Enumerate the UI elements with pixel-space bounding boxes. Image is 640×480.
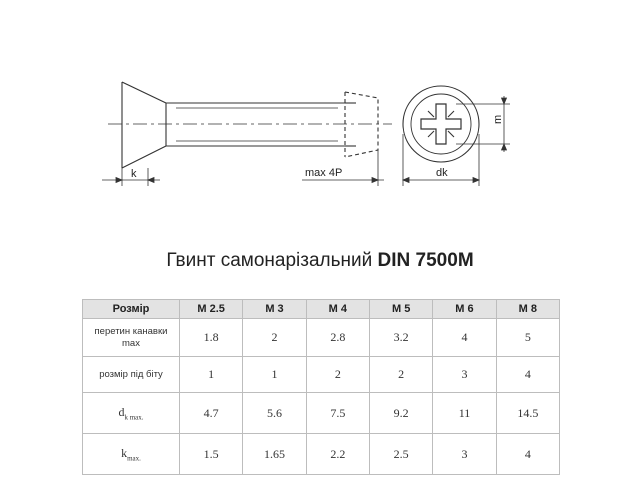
header-row (83, 300, 560, 319)
label-m: m (492, 114, 504, 124)
table-cell: 1 (180, 357, 243, 393)
table-row (83, 319, 560, 357)
table-cell: 3 (433, 434, 496, 475)
row-label-line: max (122, 337, 140, 349)
screw-side-view (108, 82, 392, 168)
table-cell: 2.2 (306, 434, 369, 475)
header-size: M 6 (433, 300, 496, 319)
table-cell: 2.8 (306, 319, 369, 357)
table-cell: 5.6 (243, 393, 306, 434)
header-size: M 3 (243, 300, 306, 319)
table-cell: 2 (369, 357, 432, 393)
table-cell: 9.2 (369, 393, 432, 434)
table-row (83, 357, 560, 393)
table-cell: 14.5 (496, 393, 559, 434)
table-cell: 7.5 (306, 393, 369, 434)
table-row (83, 434, 560, 475)
row-label-subscript: k max. (124, 413, 144, 422)
label-dk: dk (436, 167, 448, 179)
table-row (83, 393, 560, 434)
row-label (83, 393, 180, 434)
row-label-symbol: k (121, 445, 128, 460)
table-cell: 4 (433, 319, 496, 357)
table-cell: 2.5 (369, 434, 432, 475)
screw-drawing (0, 0, 640, 220)
row-label-subscript: max. (127, 454, 141, 463)
label-max4p: max 4P (305, 167, 343, 179)
specs-table (82, 299, 560, 475)
header-size: M 2.5 (180, 300, 243, 319)
title-standard: DIN 7500M (377, 250, 474, 271)
table-cell: 3.2 (369, 319, 432, 357)
table-cell: 3 (433, 357, 496, 393)
row-label (83, 319, 180, 357)
table-cell: 4 (496, 434, 559, 475)
page-title (0, 250, 640, 272)
title-prefix: Гвинт самонарізальний (166, 250, 378, 271)
table-cell: 1.5 (180, 434, 243, 475)
table-cell: 4.7 (180, 393, 243, 434)
table-cell: 1.8 (180, 319, 243, 357)
table-cell: 1.65 (243, 434, 306, 475)
table-cell: 2 (243, 319, 306, 357)
table-cell: 5 (496, 319, 559, 357)
table-cell: 1 (243, 357, 306, 393)
screw-head-view (403, 86, 479, 162)
row-label-symbol: d (118, 404, 125, 419)
table-cell: 2 (306, 357, 369, 393)
row-label (83, 357, 180, 393)
label-k: k (131, 168, 137, 180)
table-cell: 11 (433, 393, 496, 434)
table-cell: 4 (496, 357, 559, 393)
header-size: M 5 (369, 300, 432, 319)
row-label (83, 434, 180, 475)
header-size-label: Розмір (83, 300, 180, 319)
header-size: M 8 (496, 300, 559, 319)
header-size: M 4 (306, 300, 369, 319)
row-label-line: розмір під біту (99, 368, 163, 380)
row-label-line: перетин канавки (94, 325, 168, 337)
